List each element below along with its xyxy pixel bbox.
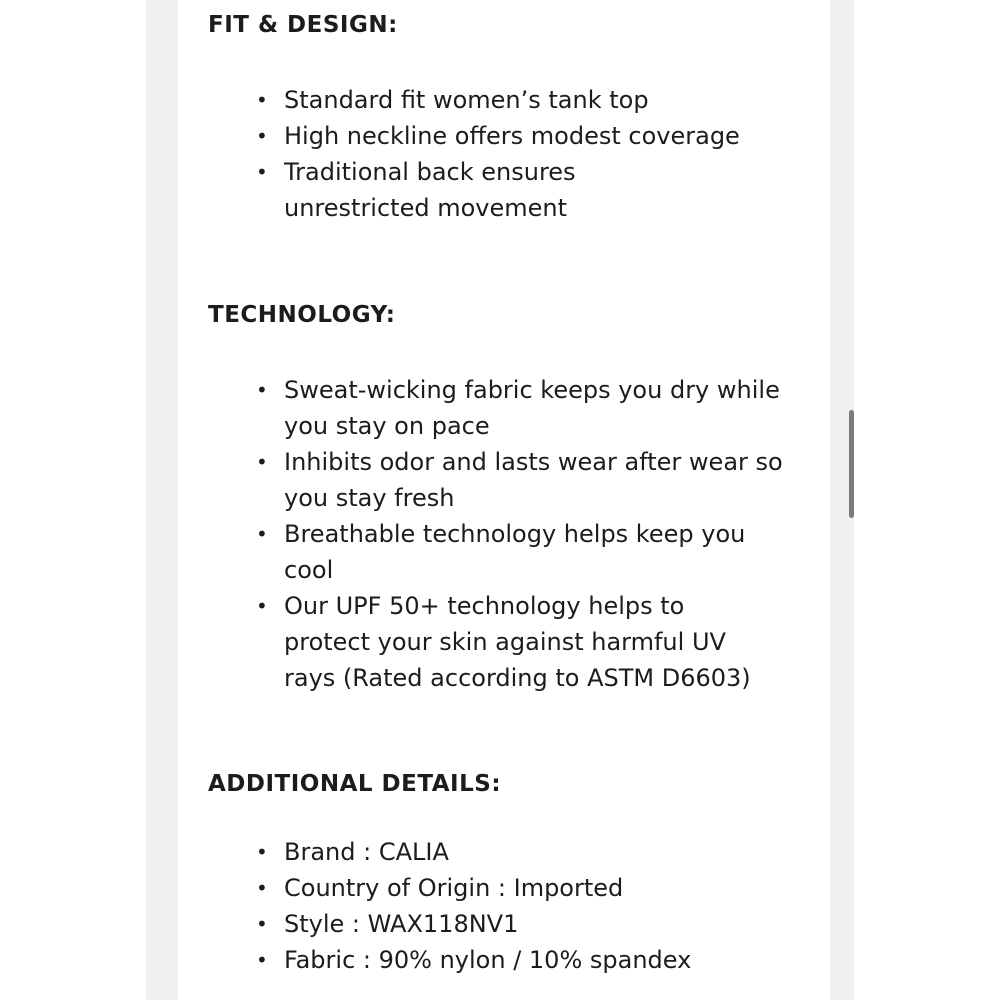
- list-item-text: Breathable technology helps keep you cool: [284, 520, 746, 584]
- list-item-text: Fabric : 90% nylon / 10% spandex: [284, 946, 692, 974]
- right-margin: [854, 0, 1000, 1000]
- fit-design-list: [256, 82, 816, 226]
- section-heading-technology: TECHNOLOGY:: [208, 302, 396, 328]
- list-item-text: Sweat-wicking fabric keeps you dry while you stay on pace: [284, 376, 780, 440]
- list-item: [256, 516, 754, 588]
- bullet-icon: •: [256, 912, 268, 936]
- list-item: [256, 372, 784, 444]
- list-item-text: Traditional back ensures unrestricted movement: [284, 158, 576, 222]
- bullet-icon: •: [256, 522, 268, 546]
- list-item: [256, 906, 816, 942]
- section-heading-additional-details: ADDITIONAL DETAILS:: [208, 771, 502, 797]
- list-item-text: Brand : CALIA: [284, 838, 449, 866]
- list-item-text: Our UPF 50+ technology helps to protect your skin against harmful UV rays (Rated according to ASTM D6603): [284, 592, 751, 692]
- list-item-text: Country of Origin : Imported: [284, 874, 624, 902]
- list-item: [256, 82, 816, 118]
- bullet-icon: •: [256, 948, 268, 972]
- list-item: [256, 942, 816, 978]
- list-item: [256, 154, 724, 226]
- list-item: [256, 870, 816, 906]
- bullet-icon: •: [256, 378, 268, 402]
- bullet-icon: •: [256, 124, 268, 148]
- list-item: [256, 444, 784, 516]
- list-item: [256, 834, 816, 870]
- list-item-text: Style : WAX118NV1: [284, 910, 519, 938]
- bullet-icon: •: [256, 594, 268, 618]
- list-item-text: Standard fit women’s tank top: [284, 86, 649, 114]
- left-gutter: [146, 0, 178, 1000]
- section-heading-fit-design: FIT & DESIGN:: [208, 12, 398, 38]
- bullet-icon: •: [256, 840, 268, 864]
- product-description-panel: [178, 0, 830, 1000]
- technology-list: [256, 372, 816, 696]
- list-item-text: Inhibits odor and lasts wear after wear so you stay fresh: [284, 448, 783, 512]
- bullet-icon: •: [256, 160, 268, 184]
- bullet-icon: •: [256, 876, 268, 900]
- bullet-icon: •: [256, 88, 268, 112]
- additional-details-list: [256, 834, 816, 978]
- list-item: [256, 588, 754, 696]
- list-item: [256, 118, 816, 154]
- bullet-icon: •: [256, 450, 268, 474]
- list-item-text: High neckline offers modest coverage: [284, 122, 740, 150]
- left-margin: [0, 0, 146, 1000]
